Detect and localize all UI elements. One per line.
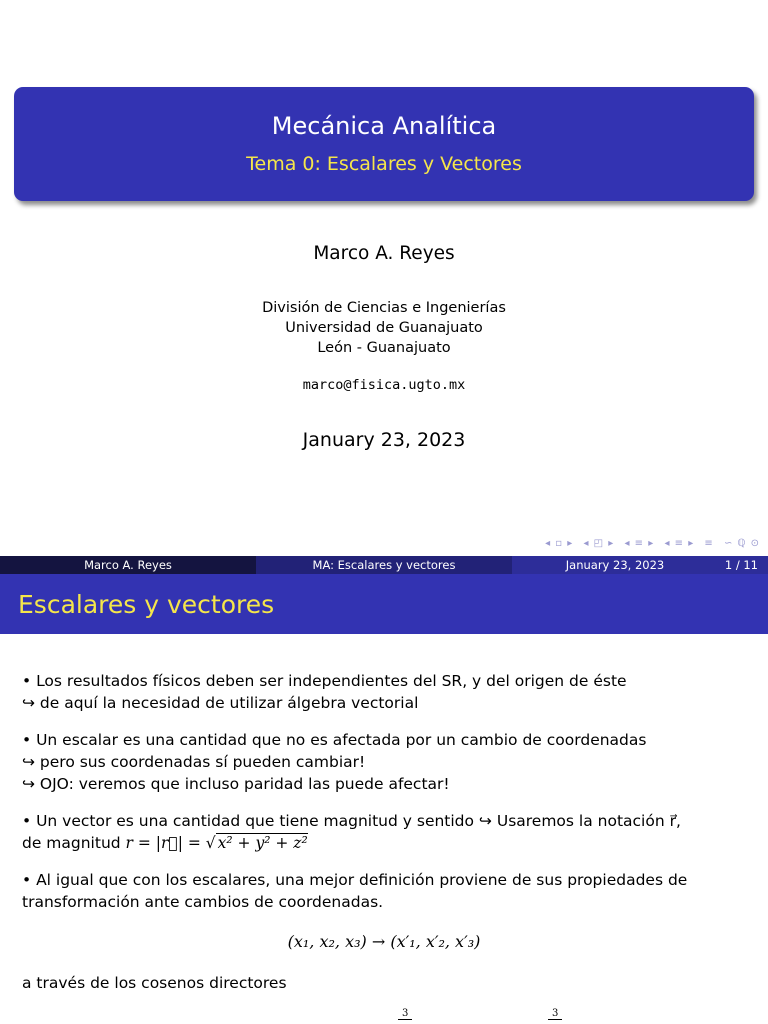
text-line: • Un vector es una cantidad que tiene magnitud y sentido ↪ Usaremos la notación r⃗,	[22, 812, 681, 830]
footline	[0, 556, 768, 574]
author-name: Marco A. Reyes	[313, 243, 455, 264]
institution-line: División de Ciencias e Ingenierías	[262, 300, 506, 316]
paragraph-transformation	[22, 869, 687, 913]
text-line: ↪ de aquí la necesidad de utilizar álgebra vectorial	[22, 694, 419, 712]
fraction-numerator: 3	[548, 1008, 562, 1020]
coordinate-transformation-equation: (x₁, x₂, x₃) → (x′₁, x′₂, x′₃)	[287, 932, 481, 951]
paragraph-scalar	[22, 729, 646, 795]
nav-frame-icon[interactable]: ◂ ◰ ▸	[583, 538, 615, 549]
author-email: marco@fisica.ugto.mx	[302, 377, 466, 393]
frame-title: Escalares y vectores	[18, 590, 275, 619]
footline-right	[512, 556, 768, 574]
footline-page-number: 1 / 11	[724, 558, 758, 572]
frame-title-bar	[0, 574, 768, 634]
institution-block	[0, 298, 768, 358]
presentation-title: Mecánica Analítica	[271, 112, 497, 140]
nav-slide-icon[interactable]: ◂ ▫ ▸	[545, 538, 574, 549]
fraction-numerator: 3	[398, 1008, 412, 1020]
institution-line: León - Guanajuato	[317, 340, 451, 356]
title-box	[14, 87, 754, 201]
institution-line: Universidad de Guanajuato	[285, 320, 483, 336]
nav-search-icon[interactable]: ∽ ℚ ⊙	[724, 538, 760, 549]
nav-toc-icon[interactable]: ≡	[704, 538, 714, 549]
navigation-bar	[539, 538, 760, 549]
paragraph-independence	[22, 670, 627, 714]
footline-author: Marco A. Reyes	[0, 556, 256, 574]
magnitude-formula: r = |r⃗| = √	[125, 834, 216, 852]
presentation-date: January 23, 2023	[302, 429, 466, 451]
fraction-tops	[0, 1008, 768, 1024]
paragraph-vector	[22, 810, 681, 854]
text-line: transformación ante cambios de coordenadas.	[22, 893, 384, 911]
text-line	[22, 832, 681, 854]
footline-date: January 23, 2023	[565, 558, 665, 572]
footline-title: MA: Escalares y vectores	[256, 556, 512, 574]
text-line: ↪ pero sus coordenadas sí pueden cambiar!	[22, 753, 366, 771]
sqrt-radicand: x² + y² + z²	[217, 834, 308, 852]
text-fragment: de magnitud	[22, 834, 126, 852]
nav-section-icon[interactable]: ◂ ≡ ▸	[664, 538, 695, 549]
presentation-subtitle: Tema 0: Escalares y Vectores	[246, 153, 522, 175]
text-line: • Un escalar es una cantidad que no es afectada por un cambio de coordenadas	[22, 731, 647, 749]
text-line: • Al igual que con los escalares, una mejor definición proviene de sus propiedades de	[22, 871, 688, 889]
paragraph-direction-cosines: a través de los cosenos directores	[22, 974, 287, 992]
text-line: • Los resultados físicos deben ser independientes del SR, y del origen de éste	[22, 672, 627, 690]
nav-subsection-icon[interactable]: ◂ ≡ ▸	[624, 538, 655, 549]
text-line: ↪ OJO: veremos que incluso paridad las puede afectar!	[22, 775, 450, 793]
